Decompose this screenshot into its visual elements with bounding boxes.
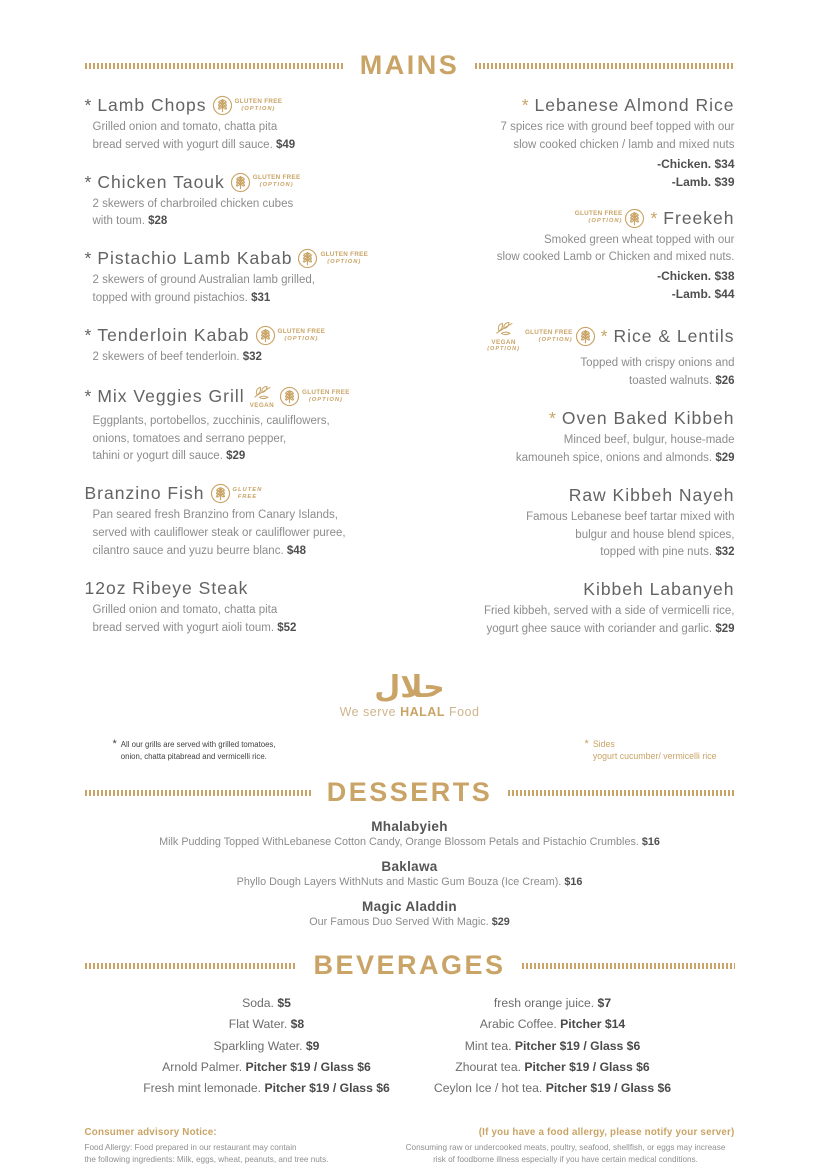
gluten-free-badge: GLUTEN FREE (210, 483, 263, 504)
price: $48 (286, 544, 307, 557)
menu-item-title (435, 408, 735, 429)
dotted-divider (85, 963, 298, 969)
price: $52 (277, 621, 297, 634)
menu-item (435, 208, 735, 304)
consumer-advisory-notice: Consumer advisory Notice: Food Allergy: Food prepared in our restaurant may contain the following ingredients: Milk, eggs, wheat, peanuts, and tree nuts. (85, 1126, 384, 1166)
menu-item-description: Eggplants, portobellos, zucchinis, cauliflowers, onions, tomatoes and serrano pepper, tahini or yogurt dill sauce. $29 (92, 414, 330, 463)
menu-item-description: 2 skewers of ground Australian lamb grilled, topped with ground pistachios. $31 (92, 274, 315, 305)
menu-item (435, 95, 735, 191)
menu-item (85, 578, 425, 638)
mains-header (85, 50, 735, 81)
gluten-free-wheat-icon (255, 325, 276, 346)
gluten-free-wheat-icon (279, 386, 300, 407)
dessert-item (85, 859, 735, 888)
menu-item-title (85, 578, 425, 599)
sub-price: -Chicken. $34 (657, 156, 735, 171)
menu-item-title (85, 95, 425, 116)
menu-item-description: Grilled onion and tomato, chatta pita bread served with yogurt dill sauce. $49 (92, 121, 296, 151)
menu-item-name: Lamb Chops (97, 95, 207, 115)
beverage-item: Mint tea. Pitcher $19 / Glass $6 (464, 1038, 641, 1053)
gluten-free-wheat-icon (297, 248, 318, 269)
menu-item-description: Fried kibbeh, served with a side of vermicelli rice, yogurt ghee sauce with coriander and garlic. $29 (483, 605, 735, 635)
dessert-description: Milk Pudding Topped WithLebanese Cotton Candy, Orange Blossom Petals and Pistachio Crumbles. $16 (159, 836, 660, 849)
beverages-columns (85, 993, 735, 1100)
menu-item-name: Raw Kibbeh Nayeh (568, 484, 735, 505)
menu-item-name: Rice & Lentils (613, 325, 735, 346)
sub-price: -Chicken. $38 (657, 269, 735, 284)
asterisk: * (112, 738, 117, 751)
menu-item-title (85, 325, 425, 346)
beverages-right-column (410, 993, 696, 1100)
menu-item-description: Topped with crispy onions and toasted walnuts. $26 (580, 357, 735, 388)
menu-item-description: Grilled onion and tomato, chatta pita bread served with yogurt aioli toum. $52 (92, 603, 297, 634)
menu-item-description: Pan seared fresh Branzino from Canary Islands, served with cauliflower steak or cauliflower puree, cilantro sauce and yuzu beurre blanc. $48 (92, 509, 346, 557)
mains-title: MAINS (359, 50, 460, 80)
dotted-divider (508, 790, 734, 796)
sides-footnote: * Sides yogurt cucumber/ vermicelli rice (584, 738, 717, 762)
asterisk: * (84, 386, 93, 407)
beverage-item: Ceylon Ice / hot tea. Pitcher $19 / Glass $6 (433, 1081, 672, 1096)
menu-item (435, 579, 735, 639)
menu-item-name: 12oz Ribeye Steak (84, 577, 249, 598)
vegan-option-badge: VEGAN (OPTION) (487, 320, 520, 352)
advisory-footer (85, 1126, 735, 1166)
menu-item-title (85, 483, 425, 504)
asterisk: * (84, 95, 93, 115)
asterisk: * (84, 248, 93, 269)
menu-item-name: Oven Baked Kibbeh (561, 408, 735, 429)
vegan-leaves-icon (493, 320, 515, 335)
menu-item (435, 320, 735, 391)
mains-right-column (435, 95, 735, 656)
gluten-free-option-badge: GLUTEN FREE (OPTION) (525, 326, 596, 347)
gluten-free-wheat-icon (575, 326, 596, 347)
asterisk: * (521, 95, 530, 115)
gluten-free-option-badge: GLUTEN FREE (OPTION) (279, 386, 350, 407)
menu-item (85, 172, 425, 232)
menu-item-description: Famous Lebanese beef tartar mixed with bulgur and house blend spices, topped with pine nuts. $32 (526, 510, 735, 559)
menu-item-description: Smoked green wheat topped with our slow cooked Lamb or Chicken and mixed nuts. -Chicken. $38 -Lamb. $44 (435, 232, 735, 304)
price: $16 (564, 876, 583, 889)
menu-item (85, 95, 425, 155)
allergy-warning: (If you have a food allergy, please notify your server) Consuming raw or undercooked meats, poultry, seafood, shellfish, or eggs may increase risk of foodborne illness especially if you have certain medical conditions. (397, 1126, 735, 1166)
menu-item-title (435, 579, 735, 600)
gluten-free-option-badge: GLUTEN FREE (OPTION) (297, 248, 368, 269)
menu-item-title (435, 95, 735, 116)
dotted-divider (85, 790, 311, 796)
asterisk: * (584, 738, 589, 751)
price: $29 (715, 622, 735, 635)
beverage-item: Zhourat tea. Pitcher $19 / Glass $6 (455, 1060, 650, 1075)
grills-footnote: * All our grills are served with grilled tomatoes, onion, chatta pitabread and vermicelli rice. (113, 739, 276, 763)
menu-item-name: Chicken Taouk (97, 171, 225, 192)
price: $16 (641, 836, 660, 849)
beverage-item: Soda. $5 (242, 996, 291, 1011)
price: $29 (226, 450, 246, 463)
gluten-free-wheat-icon (212, 95, 233, 116)
menu-item-name: Mix Veggies Grill (97, 386, 245, 407)
menu-item-title (85, 172, 425, 193)
beverages-left-column (124, 993, 410, 1100)
menu-item (85, 384, 425, 467)
desserts-header (85, 777, 735, 808)
beverage-item: Flat Water. $8 (228, 1017, 305, 1032)
price: $32 (242, 350, 262, 363)
menu-item-description: Minced beef, bulgur, house-made kamouneh spice, onions and almonds. $29 (515, 434, 735, 464)
dessert-description: Our Famous Duo Served With Magic. $29 (309, 916, 510, 929)
menu-item-description: 2 skewers of beef tenderloin. $32 (92, 350, 262, 363)
menu-item-name: Pistachio Lamb Kabab (97, 248, 293, 269)
halal-banner (85, 669, 735, 720)
dotted-divider (522, 963, 735, 969)
beverage-item: fresh orange juice. $7 (493, 996, 612, 1011)
menu-item-title (85, 248, 425, 269)
menu-item-name: Tenderloin Kabab (97, 324, 250, 345)
asterisk: * (84, 171, 93, 192)
beverage-item: Fresh mint lemonade. Pitcher $19 / Glass $6 (143, 1081, 390, 1096)
halal-caption: We serve HALAL Food (339, 705, 480, 720)
dessert-name: Magic Aladdin (362, 899, 457, 915)
gluten-free-option-badge: GLUTEN FREE (OPTION) (575, 208, 646, 229)
beverage-item: Arnold Palmer. Pitcher $19 / Glass $6 (162, 1060, 371, 1075)
sub-price: -Lamb. $44 (671, 287, 735, 302)
restaurant-menu-page (85, 0, 735, 1166)
menu-item (435, 408, 735, 468)
dessert-description: Phyllo Dough Layers WithNuts and Mastic Gum Bouza (Ice Cream). $16 (236, 876, 583, 889)
asterisk: * (549, 408, 557, 429)
menu-item (85, 483, 425, 560)
menu-item (85, 325, 425, 367)
beverages-title: BEVERAGES (313, 950, 506, 981)
gluten-free-option-badge: GLUTEN FREE (OPTION) (212, 95, 283, 116)
dotted-divider (85, 63, 344, 69)
vegan-badge: VEGAN (250, 384, 274, 410)
asterisk: * (84, 324, 93, 345)
desserts-title: DESSERTS (326, 777, 493, 808)
beverages-section (85, 950, 735, 1100)
menu-item (85, 248, 425, 308)
allergy-title: (If you have a food allergy, please notify your server) (478, 1126, 735, 1138)
gluten-free-wheat-icon (624, 208, 645, 229)
mains-left-column (85, 95, 425, 656)
price: $28 (148, 215, 168, 228)
asterisk: * (650, 207, 659, 228)
price: $49 (275, 138, 296, 151)
beverage-item: Arabic Coffee. Pitcher $14 (479, 1017, 626, 1032)
price: $29 (491, 916, 510, 929)
asterisk: * (600, 325, 609, 346)
sub-price: -Lamb. $39 (671, 174, 735, 189)
gluten-free-wheat-icon (230, 172, 251, 193)
gluten-free-option-badge: GLUTEN FREE (OPTION) (255, 325, 326, 346)
menu-item-title (435, 485, 735, 506)
dessert-item (85, 819, 735, 848)
advisory-title: Consumer advisory Notice: (84, 1126, 217, 1138)
dessert-name: Baklawa (381, 859, 438, 875)
menu-item-title (435, 320, 735, 352)
dotted-divider (475, 63, 734, 69)
menu-item-name: Freekeh (663, 207, 735, 228)
price: $26 (715, 375, 735, 388)
beverage-item: Sparkling Water. $9 (213, 1038, 320, 1053)
vegan-leaves-icon (251, 384, 273, 399)
menu-item-description: 7 spices rice with ground beef topped with our slow cooked chicken / lamb and mixed nuts -Chicken. $34 -Lamb. $39 (435, 119, 735, 191)
gluten-free-wheat-icon (210, 483, 231, 504)
menu-item-title (85, 384, 425, 410)
menu-item-name: Branzino Fish (84, 483, 205, 504)
menu-item (435, 485, 735, 562)
dessert-item (85, 899, 735, 928)
price: $29 (715, 451, 735, 464)
dessert-name: Mhalabyieh (371, 819, 448, 835)
halal-arabic-calligraphy: حلال (374, 669, 445, 705)
menu-item-description: 2 skewers of charbroiled chicken cubes with toum. $28 (92, 197, 294, 228)
menu-item-title (435, 208, 735, 229)
desserts-section (85, 777, 735, 928)
price: $31 (251, 292, 271, 305)
gluten-free-option-badge: GLUTEN FREE (OPTION) (230, 172, 301, 193)
menu-item-name: Lebanese Almond Rice (534, 95, 735, 115)
price: $32 (715, 546, 735, 559)
beverages-header (85, 950, 735, 981)
mains-footnotes (85, 739, 735, 763)
mains-columns (85, 95, 735, 656)
menu-item-name: Kibbeh Labanyeh (583, 579, 735, 600)
